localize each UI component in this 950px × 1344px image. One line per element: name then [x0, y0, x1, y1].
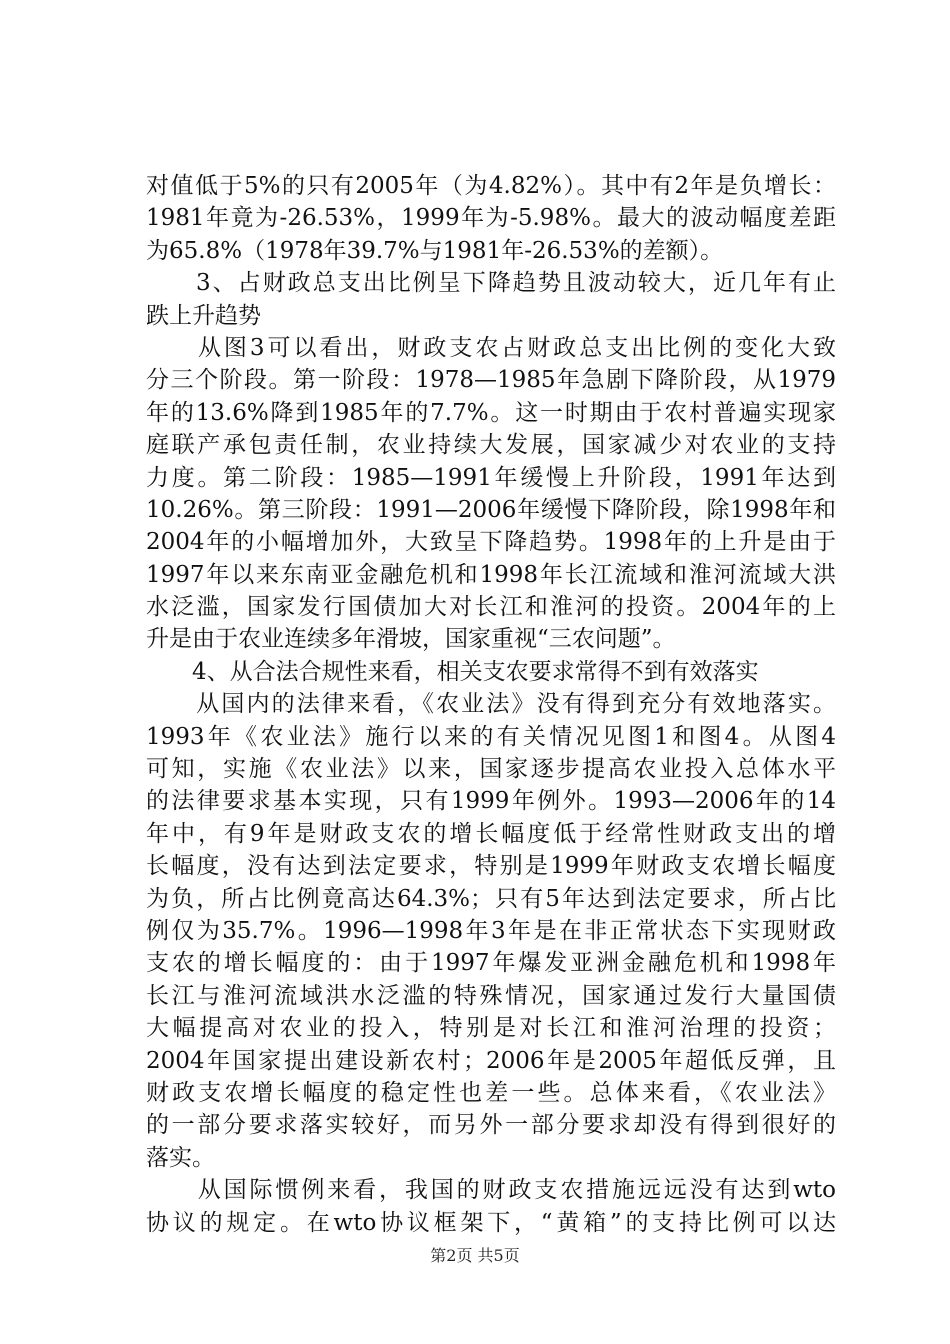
section-heading: 跌上升趋势: [146, 302, 261, 329]
text-line: 长江与淮河流域洪水泛滥的特殊情况，国家通过发行大量国债: [146, 982, 836, 1009]
text-line: 10.26%。第三阶段：1991—2006年缓慢下降阶段，除1998年和: [146, 496, 836, 523]
text-line: 1981年竟为-26.53%，1999年为-5.98%。最大的波动幅度差距: [146, 205, 836, 232]
text-line: 的一部分要求落实较好，而另外一部分要求却没有得到很好的: [146, 1112, 836, 1139]
text-line: 力度。第二阶段：1985—1991年缓慢上升阶段，1991年达到: [146, 464, 836, 491]
text-line: 可知，实施《农业法》以来，国家逐步提高农业投入总体水平: [146, 756, 836, 783]
section-heading: 4、从合法合规性来看，相关支农要求常得不到有效落实: [146, 658, 759, 685]
text-line: 升是由于农业连续多年滑坡，国家重视“三农问题”。: [146, 626, 676, 653]
text-line: 协议的规定。在wto协议框架下，“黄箱”的支持比例可以达: [146, 1209, 836, 1236]
text-line: 庭联产承包责任制，农业持续大发展，国家减少对农业的支持: [146, 432, 836, 459]
text-line: 大幅提高对农业的投入，特别是对长江和淮河治理的投资；: [146, 1015, 836, 1042]
section-heading: 3、占财政总支出比例呈下降趋势且波动较大，近几年有止: [146, 270, 836, 297]
text-line: 支农的增长幅度的：由于1997年爆发亚洲金融危机和1998年: [146, 950, 836, 977]
text-line: 年的13.6%降到1985年的7.7%。这一时期由于农村普遍实现家: [146, 399, 836, 426]
text-line: 2004年的小幅增加外，大致呈下降趋势。1998年的上升是由于: [146, 529, 836, 556]
text-line: 从国内的法律来看，《农业法》没有得到充分有效地落实。: [146, 691, 836, 718]
text-line: 1993年《农业法》施行以来的有关情况见图1和图4。从图4: [146, 723, 836, 750]
text-line: 从图3可以看出，财政支农占财政总支出比例的变化大致: [146, 334, 836, 361]
text-line: 财政支农增长幅度的稳定性也差一些。总体来看，《农业法》: [146, 1079, 836, 1106]
text-line: 例仅为35.7%。1996—1998年3年是在非正常状态下实现财政: [146, 917, 836, 944]
text-line: 长幅度，没有达到法定要求，特别是1999年财政支农增长幅度: [146, 853, 836, 880]
body-text: [146, 170, 836, 1239]
text-line: 1997年以来东南亚金融危机和1998年长江流域和淮河流域大洪: [146, 561, 836, 588]
text-line: 水泛滥，国家发行国债加大对长江和淮河的投资。2004年的上: [146, 594, 836, 621]
text-line: 的法律要求基本实现，只有1999年例外。1993—2006年的14: [146, 788, 836, 815]
text-line: 从国际惯例来看，我国的财政支农措施远远没有达到wto: [146, 1177, 836, 1204]
text-line: 落实。: [146, 1144, 215, 1171]
text-line: 为负，所占比例竟高达64.3%；只有5年达到法定要求，所占比: [146, 885, 836, 912]
text-line: 对值低于5%的只有2005年（为4.82%）。其中有2年是负增长：: [146, 173, 836, 199]
text-line: 分三个阶段。第一阶段：1978—1985年急剧下降阶段，从1979: [146, 367, 836, 394]
text-line: 为65.8%（1978年39.7%与1981年-26.53%的差额）。: [146, 237, 724, 264]
text-line: 2004年国家提出建设新农村；2006年是2005年超低反弹，且: [146, 1047, 836, 1074]
page-number-footer: 第2页 共5页: [430, 1246, 520, 1265]
text-line: 年中，有9年是财政支农的增长幅度低于经常性财政支出的增: [146, 820, 836, 847]
